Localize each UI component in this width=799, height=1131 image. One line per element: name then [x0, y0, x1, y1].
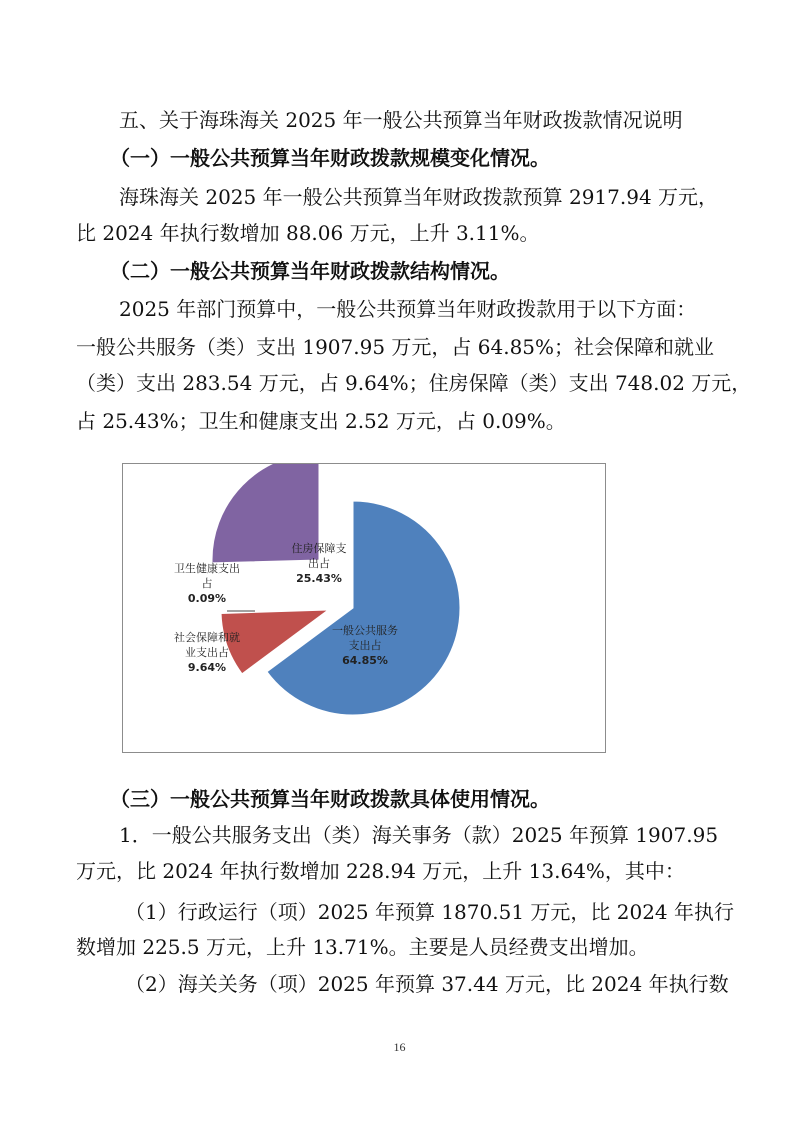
paragraph-line: 2025 年部门预算中，一般公共预算当年财政拨款用于以下方面：	[119, 297, 697, 321]
slice-label: 住房保障支出占	[291, 542, 347, 570]
pie-chart-svg	[123, 464, 607, 754]
slice-label: 卫生健康支出占	[174, 562, 240, 590]
section-heading: 五、关于海珠海关 2025 年一般公共预算当年财政拨款情况说明	[119, 108, 683, 132]
paragraph-line: 数增加 225.5 万元，上升 13.71%。主要是人员经费支出增加。	[76, 935, 649, 959]
slice-label: 一般公共服务支出占	[332, 624, 398, 652]
slice-value-label: 0.09%	[187, 592, 227, 605]
paragraph-line: 占 25.43%；卫生和健康支出 2.52 万元，占 0.09%。	[76, 409, 566, 433]
paragraph-line: 海珠海关 2025 年一般公共预算当年财政拨款预算 2917.94 万元，	[119, 185, 719, 209]
slice-value-label: 9.64%	[187, 661, 227, 674]
paragraph-line: （2）海关关务（项）2025 年预算 37.44 万元，比 2024 年执行数	[125, 972, 729, 996]
page-number: 16	[393, 1040, 406, 1054]
pie-chart	[122, 463, 606, 753]
slice-value-label: 64.85%	[342, 654, 388, 667]
paragraph-line: （类）支出 283.54 万元，占 9.64%；住房保障（类）支出 748.02 万元，	[76, 371, 752, 395]
subheading-structure: （二）一般公共预算当年财政拨款结构情况。	[110, 259, 510, 283]
paragraph-line: 1．一般公共服务支出（类）海关事务（款）2025 年预算 1907.95	[119, 823, 719, 847]
subheading-scale: （一）一般公共预算当年财政拨款规模变化情况。	[110, 146, 550, 170]
paragraph-line: 比 2024 年执行数增加 88.06 万元，上升 3.11%。	[76, 221, 540, 245]
paragraph-line: 一般公共服务（类）支出 1907.95 万元，占 64.85%；社会保障和就业	[76, 335, 715, 359]
paragraph-line: （1）行政运行（项）2025 年预算 1870.51 万元，比 2024 年执行	[125, 900, 735, 924]
paragraph-line: 万元，比 2024 年执行数增加 228.94 万元，上升 13.64%，其中：	[76, 859, 685, 883]
slice-value-label: 25.43%	[296, 572, 342, 585]
slice-label: 社会保障和就业支出占	[174, 631, 240, 659]
subheading-usage: （三）一般公共预算当年财政拨款具体使用情况。	[110, 787, 550, 811]
